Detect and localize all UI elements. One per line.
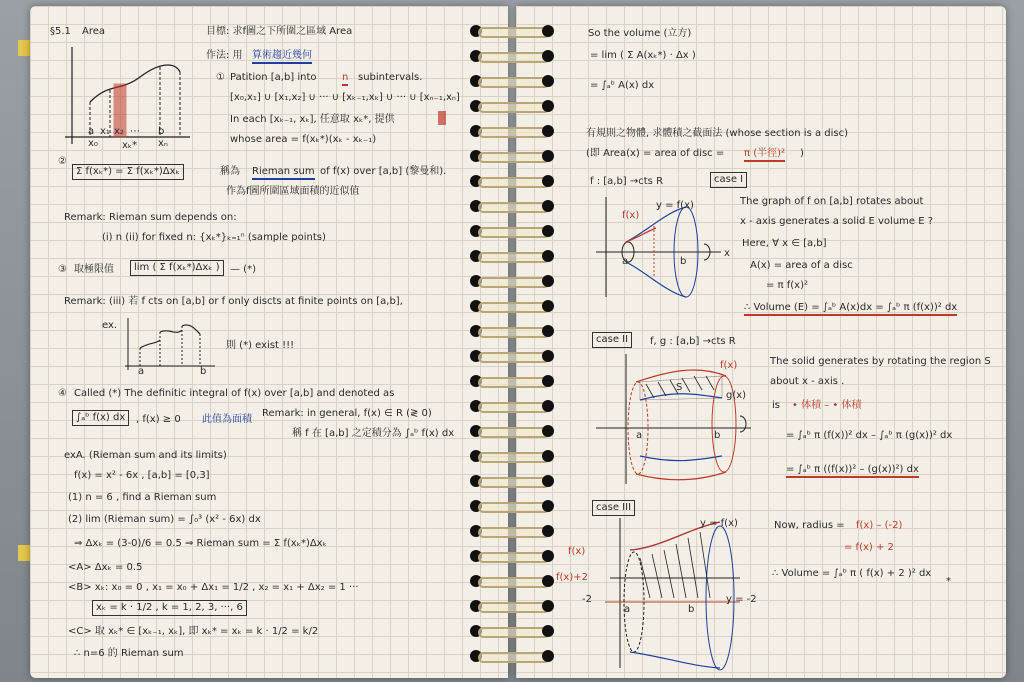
graph1-label-xk-star: xₖ*	[122, 140, 138, 151]
spiral-ring	[470, 420, 554, 442]
graph1-label-b: b	[158, 126, 165, 137]
remark2-text: Remark: (iii) 若 f cts on [a,b] or f only discts at finite points on [a,b],	[64, 296, 403, 307]
example-title: exA. (Rieman sum and its limits)	[64, 450, 227, 461]
graph1-label-x2: x₂	[114, 126, 124, 137]
fig3-y-eq-fx: y = f(x)	[700, 518, 738, 529]
notebook-left-page	[30, 6, 508, 678]
volume-limit-line: = lim ( Σ A(xₖ*) · Δx )	[590, 50, 696, 61]
example-part1: (1) n = 6 , find a Rieman sum	[68, 492, 217, 503]
volume-integral-line: = ∫ₐᵇ A(x) dx	[590, 80, 655, 91]
graph1-label-xn: xₙ	[158, 138, 168, 149]
notebook-right-page	[516, 6, 1006, 678]
step2-number: ②	[58, 156, 67, 167]
disc-area-c: )	[800, 148, 804, 159]
spiral-ring	[470, 245, 554, 267]
spiral-ring	[470, 470, 554, 492]
step1-text-a: Patition [a,b] into	[230, 72, 317, 83]
case1-text-5: = π f(x)²	[766, 280, 809, 291]
spiral-ring	[470, 520, 554, 542]
step2-note-a: 稱為	[220, 166, 240, 177]
step1-each: In each [xₖ₋₁, xₖ], 任意取 xₖ*, 提供	[230, 114, 395, 125]
example-part2: (2) lim (Rieman sum) = ∫₀³ (x² - 6x) dx	[68, 514, 261, 525]
case1-text-3: Here, ∀ x ∈ [a,b]	[742, 238, 827, 249]
case2-text-4: = ∫ₐᵇ π (f(x))² dx – ∫ₐᵇ π (g(x))² dx	[786, 430, 953, 441]
fig2-gx: g(x)	[726, 390, 747, 401]
case2-mapping: f, g : [a,b] →cts R	[650, 336, 736, 347]
example-step-a: <A> Δxₖ = 0.5	[68, 562, 143, 573]
step4-number: ④	[58, 388, 67, 399]
remark2-ex: ex.	[102, 320, 118, 331]
graph1-label-x1: x₁	[100, 126, 110, 137]
section-title: Area	[82, 26, 106, 37]
step1-area: whose area = f(xₖ*)(xₖ - xₖ₋₁)	[230, 134, 377, 145]
spiral-ring	[470, 270, 554, 292]
step4-area-note: 此值為面積	[202, 414, 252, 425]
area-under-curve-graph	[50, 42, 200, 152]
example-xk-box: xₖ = k · 1/2 , k = 1, 2, 3, ···, 6	[92, 600, 247, 616]
graph1-label-a: a	[88, 126, 95, 137]
spiral-ring	[470, 620, 554, 642]
fig1-b: b	[680, 256, 687, 267]
fig2-region-s: S	[676, 382, 683, 393]
piecewise-graph	[120, 316, 220, 372]
case2-washer-solid	[596, 354, 756, 484]
fig3-neg2: -2	[582, 594, 592, 605]
fig2-fx: f(x)	[720, 360, 738, 371]
disc-area-a: (即 Area(x) = area of disc =	[586, 148, 725, 159]
spiral-ring	[470, 295, 554, 317]
step1-number: ①	[216, 72, 225, 83]
spiral-ring	[470, 345, 554, 367]
spiral-ring	[470, 220, 554, 242]
fig3-a: a	[624, 604, 631, 615]
disc-area-radius: π (半徑)²	[744, 148, 785, 162]
case2-text-1: The solid generates by rotating the region S	[770, 356, 991, 367]
graph1-label-dots: ⋯	[130, 126, 140, 137]
step2-note-b: of f(x) over [a,b] (黎曼和).	[320, 166, 447, 177]
case1-text-1: The graph of f on [a,b] rotates about	[740, 196, 924, 207]
fig3-fx-plus-2: f(x)+2	[556, 572, 588, 583]
remark1-b: (i) n (ii) for fixed n: {xₖ*}ₖ₌₁ⁿ (sample points)	[102, 232, 326, 243]
remark2-b: b	[200, 366, 207, 377]
spiral-ring	[470, 645, 554, 667]
fig1-fx: f(x)	[622, 210, 640, 221]
fig3-b: b	[688, 604, 695, 615]
case3-radius-b: f(x) – (-2)	[856, 520, 903, 531]
step1-n: n	[342, 72, 348, 86]
case1-mapping: f : [a,b] →cts R	[590, 176, 664, 187]
remark1-a: Remark: Rieman sum depends on:	[64, 212, 237, 223]
case3-radius-c: = f(x) + 2	[844, 542, 894, 553]
case3-volume: ∴ Volume = ∫ₐᵇ π ( f(x) + 2 )² dx	[772, 568, 932, 579]
example-delta-x: ⇒ Δxₖ = (3-0)/6 = 0.5 ⇒ Rieman sum = Σ f(xₖ*)Δxₖ	[74, 538, 327, 549]
case2-text-3a: is	[772, 400, 780, 411]
fig1-a: a	[622, 256, 629, 267]
disc-method-rule: 有規則之物體, 求體積之截面法 (whose section is a disc)	[586, 128, 849, 139]
spiral-ring	[470, 320, 554, 342]
example-step-b: <B> xₖ: x₀ = 0 , x₁ = x₀ + Δx₁ = 1/2 , x₂ = x₁ + Δx₂ = 1 ···	[68, 582, 359, 593]
case3-star: *	[946, 576, 951, 587]
step4-cond: , f(x) ≥ 0	[136, 414, 181, 425]
spiral-ring	[470, 120, 554, 142]
step2-rieman-sum: Rieman sum	[252, 166, 315, 180]
step3-label: 取極限值	[74, 264, 114, 275]
spiral-ring	[470, 170, 554, 192]
fig3-fx: f(x)	[568, 546, 586, 557]
case2-text-2: about x - axis .	[770, 376, 845, 387]
method-prefix: 作法: 用	[206, 50, 243, 61]
case1-label: case I	[710, 172, 747, 188]
fig2-b: b	[714, 430, 721, 441]
case1-text-2: x - axis generates a solid E volume E ?	[740, 216, 934, 227]
spiral-ring	[470, 95, 554, 117]
spiral-ring	[470, 45, 554, 67]
step3-formula-box: lim ( Σ f(xₖ*)Δxₖ )	[130, 260, 224, 276]
spiral-ring	[470, 20, 554, 42]
volume-heading: So the volume (立方)	[588, 28, 692, 39]
case3-shifted-axis-solid	[590, 518, 750, 668]
spiral-ring	[470, 495, 554, 517]
method-highlight: 算術趨近幾何	[252, 50, 312, 64]
example-function: f(x) = x² - 6x , [a,b] = [0,3]	[74, 470, 210, 481]
step1-text-b: subintervals.	[358, 72, 423, 83]
step1-union: [x₀,x₁] ∪ [x₁,x₂] ∪ ··· ∪ [xₖ₋₁,xₖ] ∪ ··· ∪ [xₙ₋₁,xₙ]	[230, 92, 460, 103]
example-conclusion: ∴ n=6 的 Rieman sum	[74, 648, 184, 659]
spiral-ring	[470, 545, 554, 567]
example-step-c: <C> 取 xₖ* ∈ [xₖ₋₁, xₖ], 即 xₖ* = xₖ = k · 1/2 = k/2	[68, 626, 319, 637]
fig1-y-eq-fx: y = f(x)	[656, 200, 694, 211]
case2-volume: = ∫ₐᵇ π ((f(x))² – (g(x))²) dx	[786, 464, 919, 478]
red-rectangle-mark	[438, 111, 446, 125]
case1-volume: ∴ Volume (E) = ∫ₐᵇ A(x)dx = ∫ₐᵇ π (f(x))² dx	[744, 302, 957, 316]
case3-radius-a: Now, radius =	[774, 520, 845, 531]
case1-text-4: A(x) = area of a disc	[750, 260, 853, 271]
spiral-ring	[470, 445, 554, 467]
remark2-a: a	[138, 366, 145, 377]
spiral-ring	[470, 195, 554, 217]
step4-remark: Remark: in general, f(x) ∈ R (≷ 0)	[262, 408, 432, 419]
fig2-a: a	[636, 430, 643, 441]
step2-note-c: 作為f圖所圍區域面積的近似值	[226, 186, 360, 197]
spiral-ring	[470, 70, 554, 92]
case3-label: case III	[592, 500, 635, 516]
fig3-y-eq-neg2: y = -2	[726, 594, 757, 605]
section-label: §5.1	[50, 26, 71, 37]
spiral-binding	[470, 20, 554, 670]
spiral-ring	[470, 595, 554, 617]
step2-formula-box: Σ f(xₖ*) = Σ f(xₖ*)Δxₖ	[72, 164, 184, 180]
case2-text-3b: • 体積 – • 体積	[792, 400, 862, 411]
step3-tag: — (*)	[230, 264, 256, 275]
goal-text: 目標: 求f圖之下所圍之區域 Area	[206, 26, 353, 37]
step4-integral-box: ∫ₐᵇ f(x) dx	[72, 410, 129, 426]
step3-number: ③	[58, 264, 67, 275]
spiral-ring	[470, 395, 554, 417]
case2-label: case II	[592, 332, 632, 348]
spiral-ring	[470, 570, 554, 592]
step4-text: Called (*) The definitic integral of f(x) over [a,b] and denoted as	[74, 388, 395, 399]
fig1-x-axis: x	[724, 248, 730, 259]
spiral-ring	[470, 370, 554, 392]
spiral-ring	[470, 145, 554, 167]
remark2-then: 則 (*) exist !!!	[226, 340, 295, 351]
graph1-label-x0: x₀	[88, 138, 98, 149]
step4-remark2: 稱 f 在 [a,b] 之定積分為 ∫ₐᵇ f(x) dx	[292, 428, 455, 439]
